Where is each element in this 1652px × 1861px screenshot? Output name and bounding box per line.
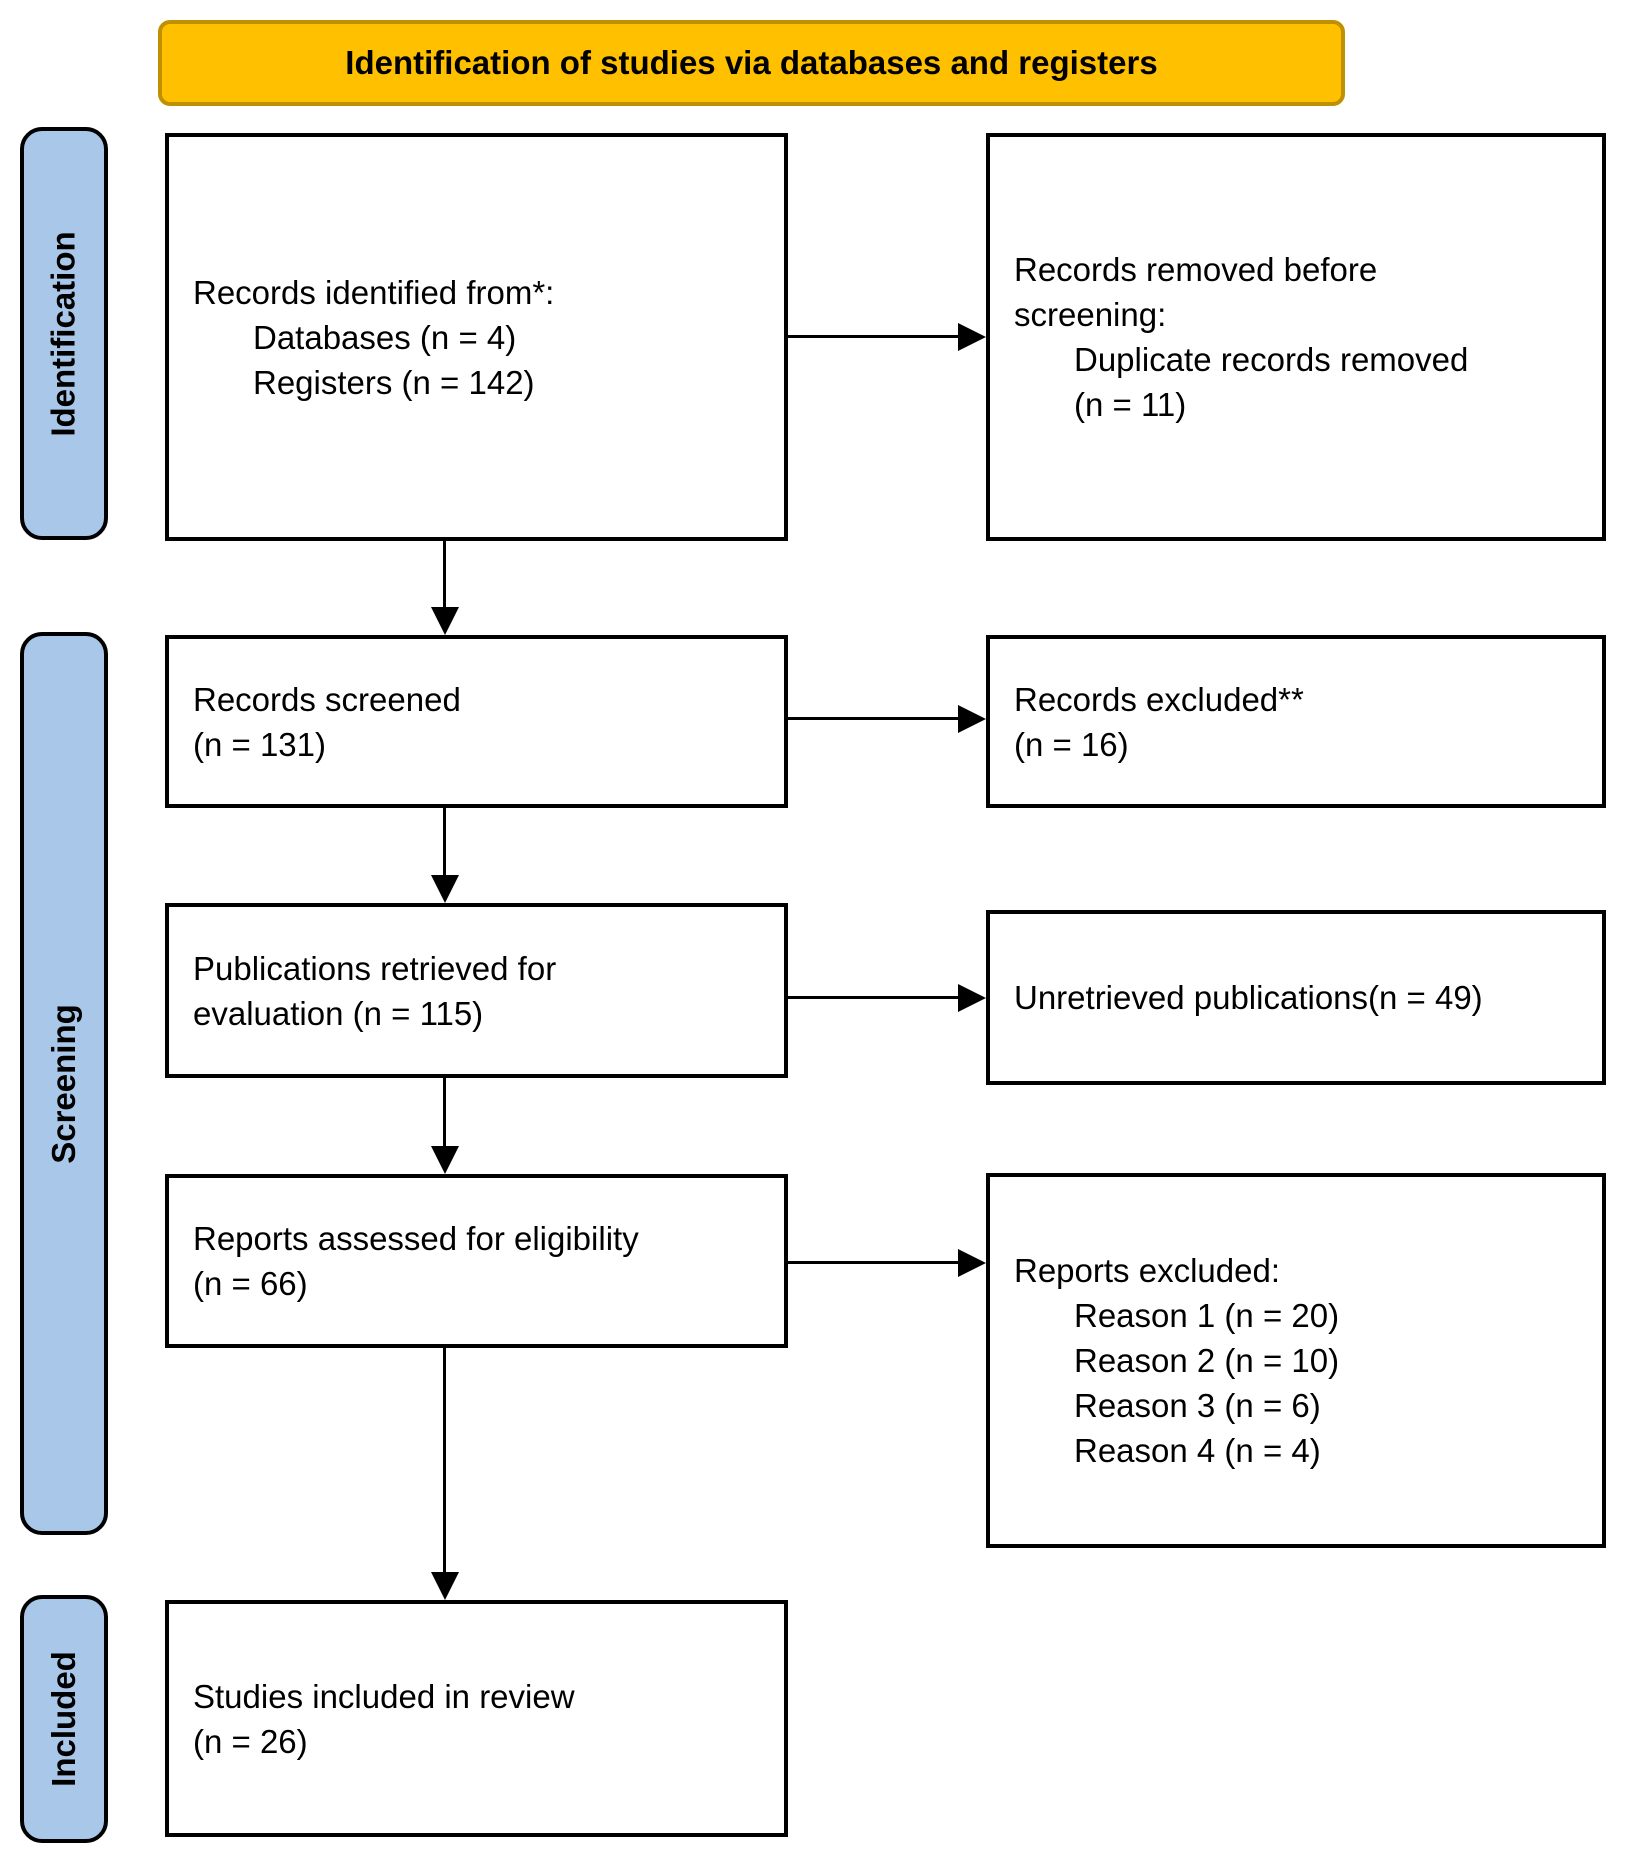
box-text-line: Duplicate records removed: [1074, 341, 1469, 378]
studies-included-text: [169, 1674, 583, 1764]
stage-label-included: [20, 1595, 108, 1843]
publications-retrieved-box: [165, 903, 788, 1078]
box-text-line: Records excluded**: [1014, 680, 1304, 718]
records-removed-box: [986, 133, 1606, 541]
arrow-shaft: [443, 541, 446, 609]
header-title: Identification of studies via databases and registers: [345, 44, 1158, 81]
records-excluded-box: [986, 635, 1606, 808]
arrow-down-head-icon: [431, 875, 459, 903]
box-text-line: Records identified from*:: [193, 273, 555, 311]
box-text-line: Reason 3 (n = 6): [1074, 1387, 1321, 1424]
right-arrow-identified-to-removed: [788, 323, 986, 351]
down-arrow-screened-to-retrieved: [431, 808, 459, 903]
records-removed-text: [990, 247, 1476, 427]
arrow-right-head-icon: [958, 323, 986, 351]
box-text-line: Reports excluded:: [1014, 1252, 1280, 1289]
unretrieved-publications-text: [990, 975, 1491, 1020]
records-screened-box: [165, 635, 788, 808]
box-text-line: Studies included in review: [193, 1677, 575, 1715]
down-arrow-assessed-to-included: [431, 1348, 459, 1600]
stage-label-identification-text: Identification: [45, 230, 82, 437]
publications-retrieved-text: [169, 946, 564, 1036]
stage-label-screening: [20, 632, 108, 1535]
header-banner: [158, 20, 1345, 106]
arrow-down-head-icon: [431, 1146, 459, 1174]
records-excluded-text: [990, 677, 1312, 767]
arrow-shaft: [443, 1078, 446, 1148]
box-text-line: (n = 66): [193, 1265, 308, 1302]
box-text-line: Records removed before: [1014, 251, 1378, 288]
box-text-line: (n = 16): [1014, 725, 1129, 763]
box-text-line: (n = 131): [193, 725, 326, 763]
box-text-line: (n = 11): [1074, 386, 1187, 423]
down-arrow-retrieved-to-assessed: [431, 1078, 459, 1174]
reports-assessed-text: [169, 1216, 647, 1306]
box-text-line: evaluation (n = 115): [193, 994, 484, 1032]
arrow-shaft: [788, 717, 960, 720]
box-text-line: Registers (n = 142): [253, 363, 535, 401]
arrow-right-head-icon: [958, 1249, 986, 1277]
stage-label-included-text: Included: [45, 1651, 82, 1787]
arrow-shaft: [443, 1348, 446, 1574]
records-identified-box: [165, 133, 788, 541]
arrow-shaft: [788, 335, 960, 338]
box-text-line: Unretrieved publications(n = 49): [1014, 979, 1483, 1016]
records-screened-text: [169, 677, 469, 767]
stage-label-identification: [20, 127, 108, 540]
records-identified-text: [169, 270, 562, 405]
reports-excluded-text: [990, 1248, 1347, 1473]
box-text-line: (n = 26): [193, 1722, 308, 1760]
box-text-line: screening:: [1014, 296, 1167, 333]
right-arrow-retrieved-to-unretrieved: [788, 984, 986, 1012]
arrow-shaft: [443, 808, 446, 877]
box-text-line: Reason 2 (n = 10): [1074, 1342, 1340, 1379]
arrow-right-head-icon: [958, 984, 986, 1012]
right-arrow-screened-to-excluded: [788, 705, 986, 733]
arrow-down-head-icon: [431, 1572, 459, 1600]
arrow-right-head-icon: [958, 705, 986, 733]
box-text-line: Reason 1 (n = 20): [1074, 1297, 1340, 1334]
box-text-line: Reports assessed for eligibility: [193, 1220, 639, 1257]
reports-assessed-box: [165, 1174, 788, 1348]
arrow-shaft: [788, 996, 960, 999]
box-text-line: Records screened: [193, 680, 461, 718]
right-arrow-assessed-to-reports-excluded: [788, 1249, 986, 1277]
arrow-down-head-icon: [431, 607, 459, 635]
studies-included-box: [165, 1600, 788, 1837]
stage-label-screening-text: Screening: [45, 1003, 82, 1164]
unretrieved-publications-box: [986, 910, 1606, 1085]
box-text-line: Databases (n = 4): [253, 318, 517, 356]
down-arrow-identified-to-screened: [431, 541, 459, 635]
box-text-line: Publications retrieved for: [193, 949, 557, 987]
reports-excluded-box: [986, 1173, 1606, 1548]
arrow-shaft: [788, 1261, 960, 1264]
box-text-line: Reason 4 (n = 4): [1074, 1432, 1321, 1469]
